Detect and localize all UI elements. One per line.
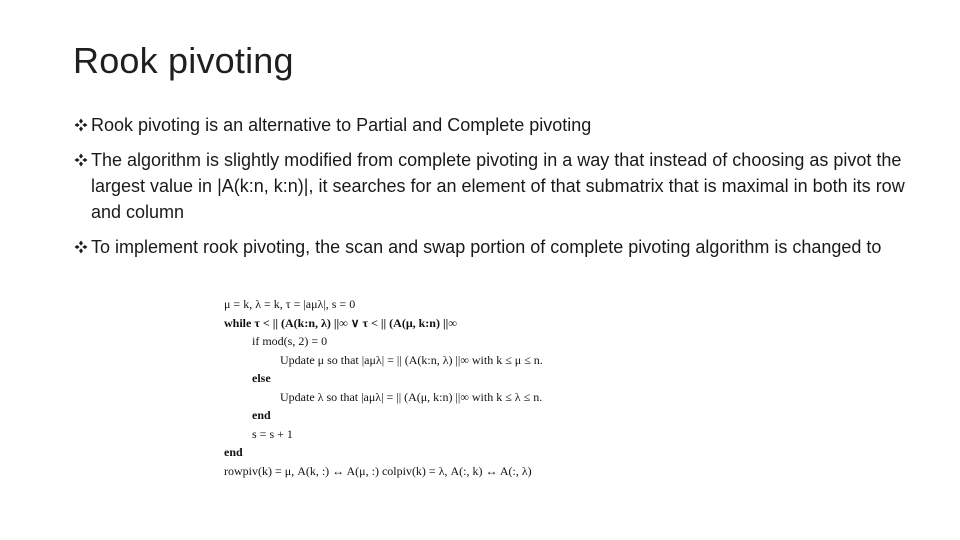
algorithm-block (224, 295, 644, 480)
algorithm-line-end-if: end (252, 408, 271, 422)
bullet-text: The algorithm is slightly modified from complete pivoting in a way that instead of choosing as pivot the largest value in |A(k:n, k:n)|, it searches for an element of that submatrix that is maximal in both its row and column (91, 150, 905, 222)
bullet-text: To implement rook pivoting, the scan and swap portion of complete pivoting algorithm is changed to (91, 237, 882, 257)
algorithm-line-end-while: end (224, 445, 243, 459)
diamond-bullet-icon (74, 240, 88, 254)
bullet-item (74, 234, 914, 260)
algorithm-line-swap: rowpiv(k) = μ, A(k, :) ↔ A(μ, :) colpiv(k) = λ, A(:, k) ↔ A(:, λ) (224, 463, 532, 478)
algorithm-line-if: if mod(s, 2) = 0 (252, 334, 328, 348)
algorithm-line-increment: s = s + 1 (252, 426, 293, 441)
diamond-bullet-icon (74, 153, 88, 167)
bullet-item (74, 112, 914, 138)
bullet-text: Rook pivoting is an alternative to Partial and Complete pivoting (91, 115, 592, 135)
diamond-bullet-icon (74, 118, 88, 132)
algorithm-line-update-lambda: Update λ so that |aμλ| = || (A(μ, k:n) ||∞ with k ≤ λ ≤ n. (280, 389, 543, 404)
algorithm-line-while: while τ < || (A(k:n, λ) ||∞ ∨ τ < || (A(μ, k:n) ||∞ (224, 315, 457, 330)
algorithm-line-else: else (252, 371, 271, 385)
algorithm-line-init: μ = k, λ = k, τ = |aμλ|, s = 0 (224, 297, 356, 311)
bullet-item (74, 147, 914, 225)
bullet-list (74, 112, 914, 260)
algorithm-line-update-mu: Update μ so that |aμλ| = || (A(k:n, λ) ||∞ with k ≤ μ ≤ n. (280, 352, 543, 367)
slide-title: Rook pivoting (73, 40, 294, 81)
